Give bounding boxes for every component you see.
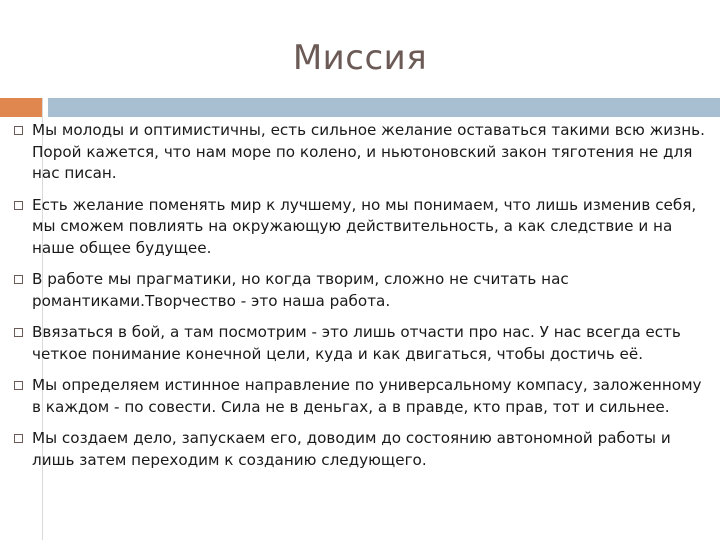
list-item: [14, 269, 714, 312]
slide-title: Миссия: [292, 38, 428, 78]
bullet-text: Мы молоды и оптимистичны, есть сильное желание оставаться такими всю жизнь. Порой кажется, что нам море по колено, и ньютоновский закон тяготения не для нас писан.: [32, 121, 705, 182]
accent-bar-blue: [48, 98, 720, 117]
bullet-text: Ввязаться в бой, а там посмотрим - это лишь отчасти про нас. У нас всегда есть четкое понимание конечной цели, куда и как двигаться, чтобы достичь её.: [32, 323, 681, 363]
bullet-list: [14, 120, 714, 481]
square-bullet-icon: [14, 328, 23, 337]
square-bullet-icon: [14, 381, 23, 390]
bullet-text: В работе мы прагматики, но когда творим, сложно не считать нас романтиками.Творчество - это наша работа.: [32, 270, 569, 310]
bullet-text: Мы создаем дело, запускаем его, доводим до состоянию автономной работы и лишь затем переходим к созданию следующего.: [32, 429, 671, 469]
square-bullet-icon: [14, 201, 23, 210]
list-item: [14, 322, 714, 365]
list-item: [14, 120, 714, 185]
bullet-text: Есть желание поменять мир к лучшему, но мы понимаем, что лишь изменив себя, мы сможем повлиять на окружающую действительность, а как следствие и на наше общее будущее.: [32, 195, 697, 257]
square-bullet-icon: [14, 275, 23, 284]
list-item: [14, 375, 714, 418]
list-item: [14, 428, 714, 471]
square-bullet-icon: [14, 126, 23, 135]
bullet-text: Мы определяем истинное направление по универсальному компасу, заложенному в каждом - по совести. Сила не в деньгах, а в правде, кто прав, тот и сильнее.: [32, 376, 702, 416]
accent-bar-orange: [0, 98, 42, 117]
list-item: [14, 195, 714, 260]
square-bullet-icon: [14, 434, 23, 443]
